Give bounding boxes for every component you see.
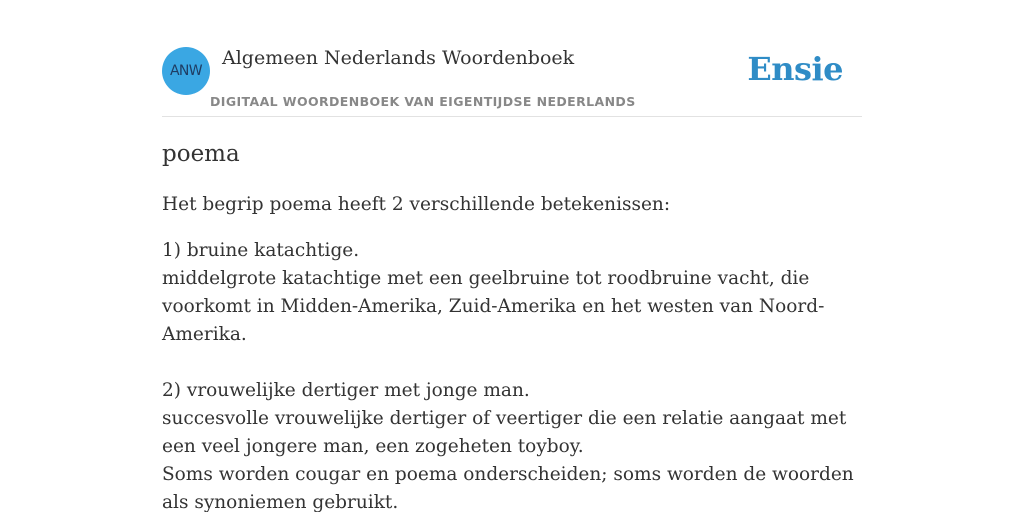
site-header	[162, 46, 862, 117]
sense-label: 2) vrouwelijke dertiger met jonge man.	[162, 380, 530, 401]
entry-intro: Het begrip poema heeft 2 verschillende betekenissen:	[162, 194, 671, 215]
anw-logo[interactable]	[162, 47, 210, 95]
sense-label: 1) bruine katachtige.	[162, 240, 360, 261]
ensie-brand-link[interactable]: Ensie	[747, 50, 843, 88]
sense-item	[162, 377, 872, 512]
sense-definition: succesvolle vrouwelijke dertiger of veertiger die een relatie aangaat met een veel jongere man, een zogeheten toyboy.	[162, 408, 847, 457]
headword: poema	[162, 141, 240, 167]
definitions-list	[162, 237, 872, 512]
logo-text: ANW	[169, 63, 203, 79]
sense-item	[162, 237, 872, 349]
sense-note: Soms worden cougar en poema onderscheiden; soms worden de woorden als synoniemen gebruikt.	[162, 464, 854, 512]
site-subtitle: DIGITAAL WOORDENBOEK VAN EIGENTIJDSE NEDERLANDS	[210, 94, 636, 109]
entry-content	[162, 138, 872, 512]
sense-definition: middelgrote katachtige met een geelbruine tot roodbruine vacht, die voorkomt in Midden-Amerika, Zuid-Amerika en het westen van Noord-Amerika.	[162, 268, 825, 345]
site-title[interactable]: Algemeen Nederlands Woordenboek	[222, 47, 575, 69]
